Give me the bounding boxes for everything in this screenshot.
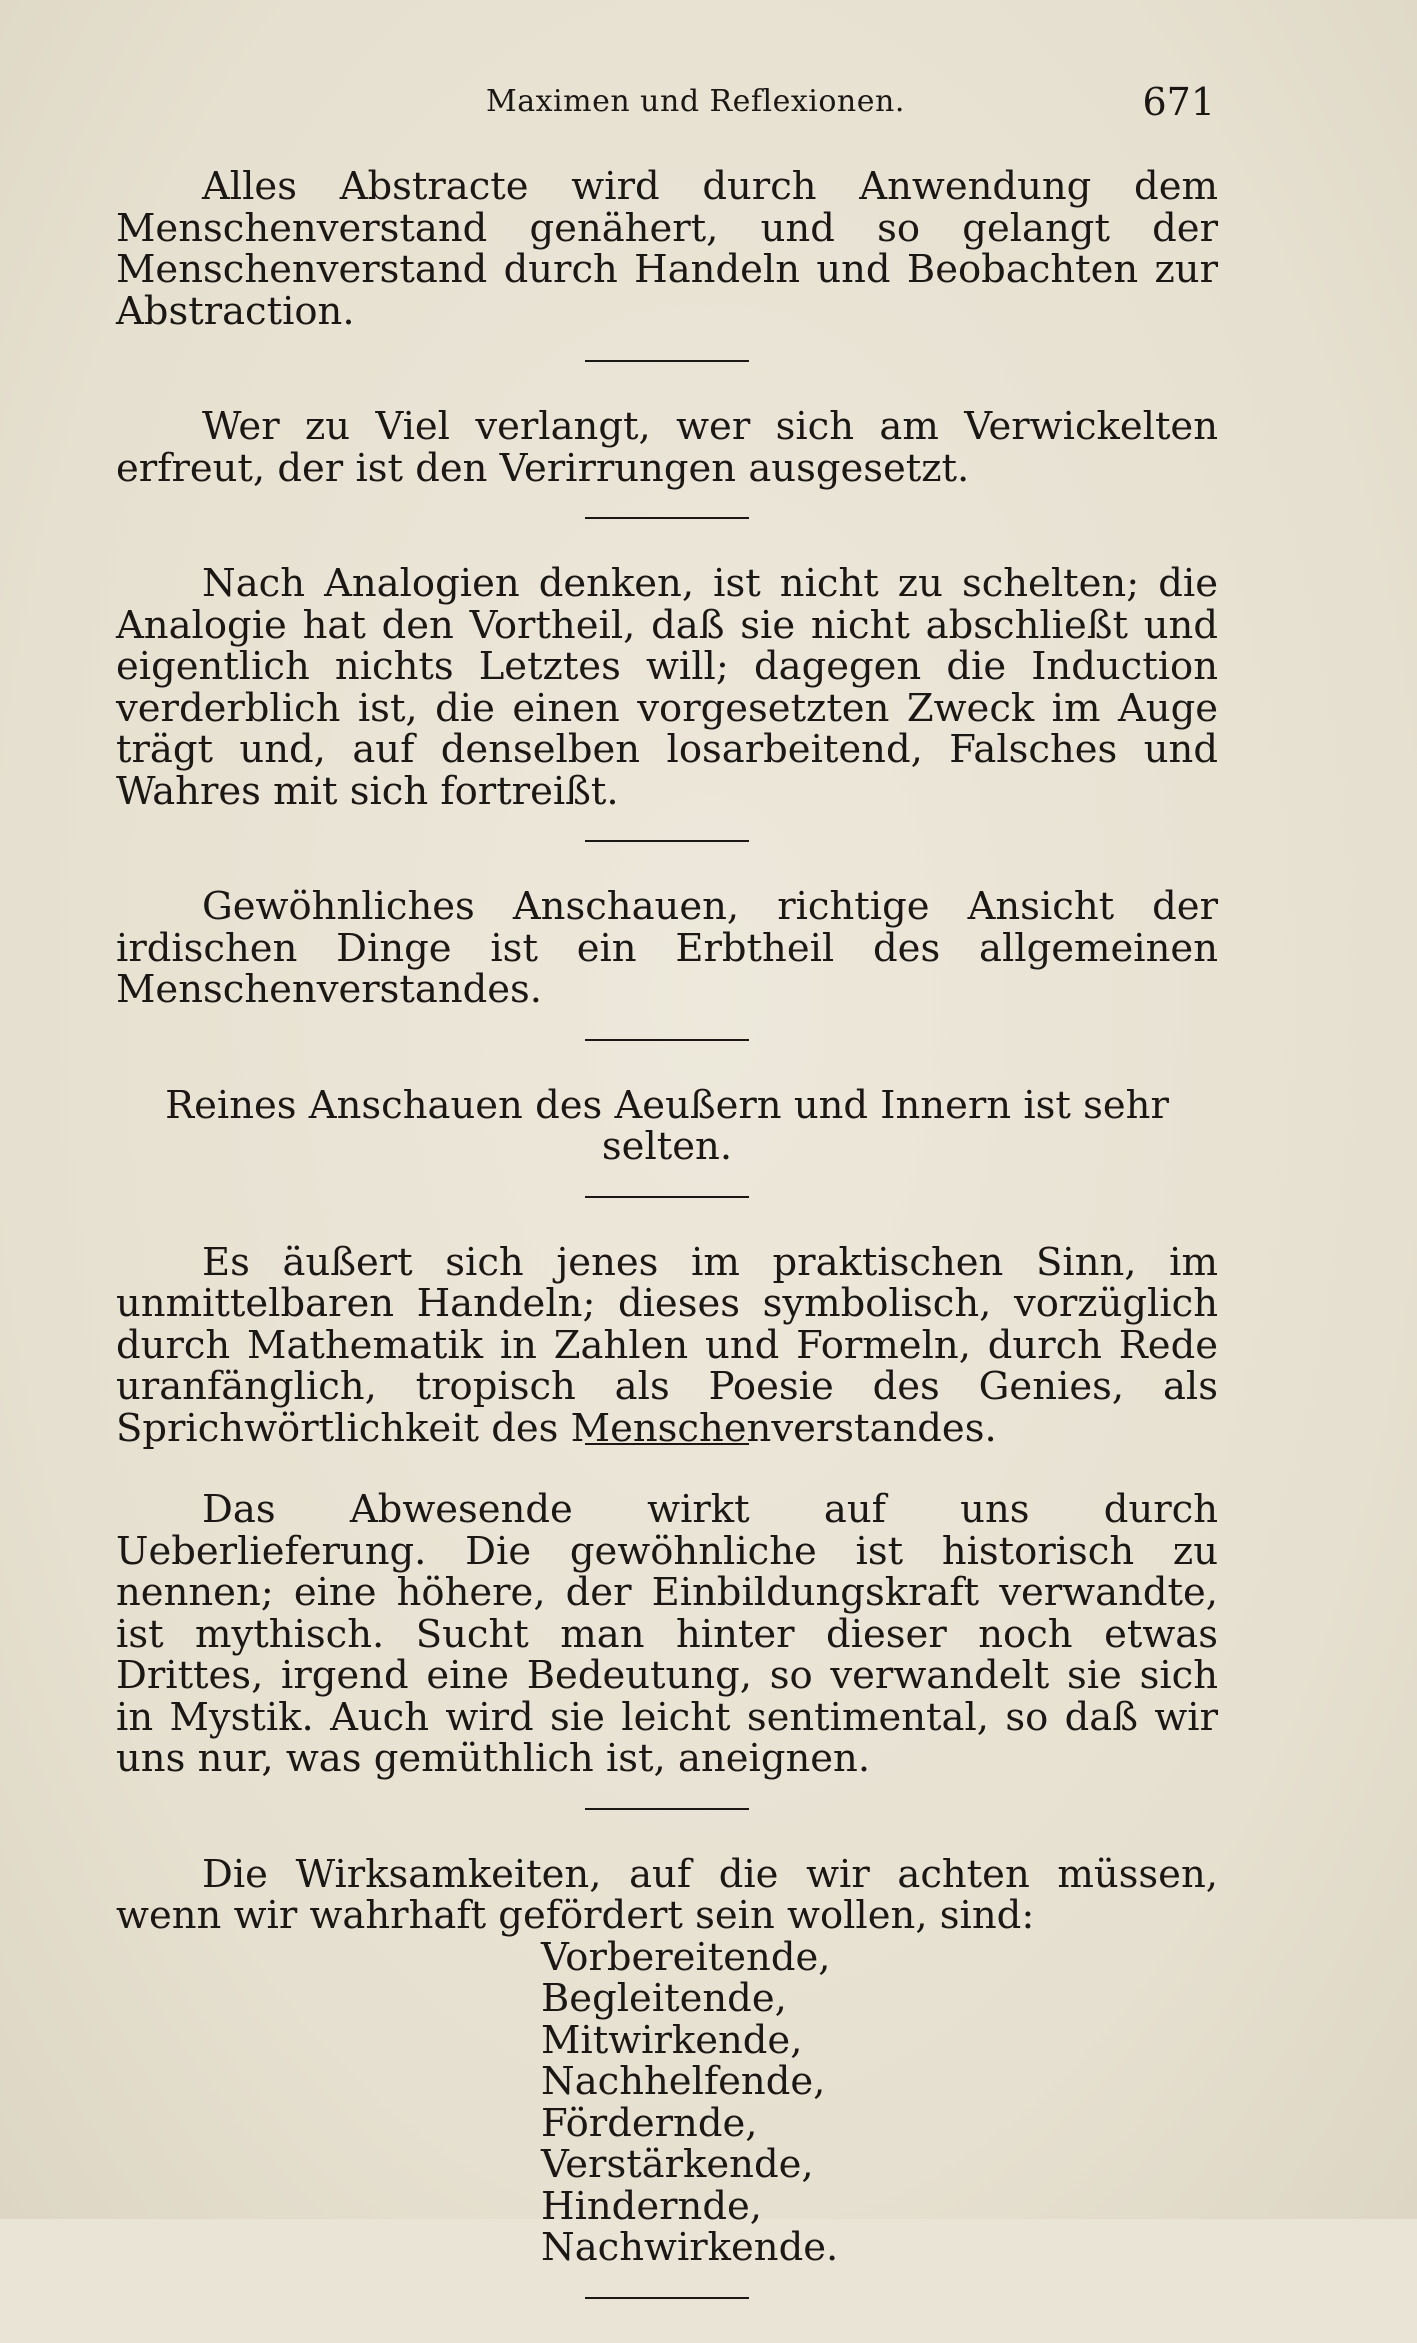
- paragraph-1: Alles Abstracte wird durch Anwendung dem Menschenverstand genähert, und so gelangt der Menschenverstand durch Handeln und Beobachten zur Abstraction.: [116, 164, 1218, 334]
- separator-rule: [585, 1039, 749, 1041]
- list-item: Mitwirkende,: [541, 2017, 803, 2063]
- running-head: Maximen und Reflexionen.: [486, 84, 905, 119]
- separator-rule: [585, 840, 749, 842]
- list-item: Nachhelfende,: [541, 2059, 826, 2104]
- separator-rule: [585, 517, 749, 519]
- paragraph-4: Gewöhnliches Anschauen, richtige Ansicht der irdischen Dinge ist ein Erbtheil des allgemeinen Menschenverstandes.: [116, 884, 1218, 1012]
- separator-rule: [585, 1808, 749, 1810]
- list-item: Fördernde,: [541, 2100, 758, 2146]
- paragraph-5: Reines Anschauen des Aeußern und Innern ist sehr selten.: [165, 1082, 1169, 1169]
- list-item: Nachwirkende.: [541, 2225, 839, 2270]
- separator-rule: [585, 360, 749, 362]
- effectiveness-list: [541, 1934, 1218, 2270]
- separator-rule: [585, 1196, 749, 1198]
- list-item: Begleitende,: [541, 1976, 787, 2021]
- page-number: 671: [1142, 80, 1215, 124]
- list-item: Vorbereitende,: [541, 1934, 831, 1980]
- paragraph-3: Nach Analogien denken, ist nicht zu schelten; die Analogie hat den Vortheil, daß sie nicht abschließt und eigentlich nichts Letztes will; dagegen die Induction verderblich ist, die einen vorgesetzten Zweck im Auge trägt und, auf denselben losarbeitend, Falsches und Wahres mit sich fortreißt.: [116, 561, 1218, 814]
- paragraph-7: Das Abwesende wirkt auf uns durch Ueberlieferung. Die gewöhnliche ist historisch zu nennen; eine höhere, der Einbildungskraft verwandte, ist mythisch. Sucht man hinter dieser noch etwas Drittes, irgend eine Bedeutung, so verwandelt sie sich in Mystik. Auch wird sie leicht sentimental, so daß wir uns nur, was gemüthlich ist, aneignen.: [116, 1487, 1218, 1781]
- list-item: Hindernde,: [541, 2183, 762, 2229]
- paragraph-8: Die Wirksamkeiten, auf die wir achten müssen, wenn wir wahrhaft gefördert sein wollen, sind:: [116, 1851, 1218, 1938]
- paragraph-6: Es äußert sich jenes im praktischen Sinn, im unmittelbaren Handeln; dieses symbolisch, vorzüglich durch Mathematik in Zahlen und Formeln, durch Rede uranfänglich, tropisch als Poesie des Genies, als Sprichwörtlichkeit des Menschenverstandes.: [116, 1239, 1218, 1451]
- page-body: [116, 166, 1218, 2343]
- list-item: Verstärkende,: [541, 2142, 814, 2187]
- separator-rule: [585, 2297, 749, 2299]
- paragraph-2: Wer zu Viel verlangt, wer sich am Verwickelten erfreut, der ist den Verirrungen ausgesetzt.: [116, 404, 1218, 491]
